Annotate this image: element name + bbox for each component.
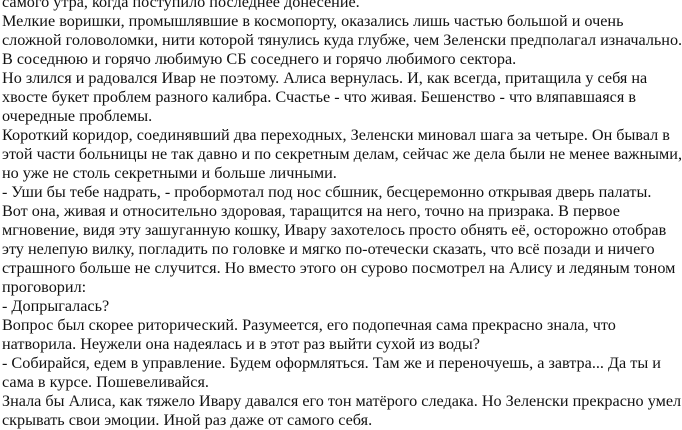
text-line: сама в курсе. Пошевеливайся.: [2, 373, 209, 391]
text-line: самого утра, когда поступило последнее донесение.: [2, 0, 360, 11]
text-line: - Уши бы тебе надрать, - пробормотал под нос сбшник, бесцеремонно открывая дверь палаты.: [2, 183, 652, 201]
text-line: очередные проблемы.: [2, 107, 153, 125]
text-line: В соседнюю и горячо любимую СБ соседнего и горячо любимого сектора.: [2, 50, 517, 68]
text-line: хвосте букет проблем разного калибра. Счастье - что живая. Бешенство - что вляпавшаяся в: [2, 88, 636, 106]
text-line: - Собирайся, едем в управление. Будем оформляться. Там же и переночуешь, а завтра... Да ты и: [2, 354, 661, 372]
text-line: страшного больше не случится. Но вместо этого он сурово посмотрел на Алису и ледяным тоном: [2, 259, 676, 277]
text-line: мгновение, видя эту зашуганную кошку, Ивару захотелось просто обнять её, осторожно отобрав: [2, 221, 667, 239]
text-line: - Допрыгалась?: [2, 297, 110, 315]
text-line: Короткий коридор, соединявший два переходных, Зеленски миновал шага за четыре. Он бывал в: [2, 126, 670, 144]
text-line: проговорил:: [2, 278, 87, 296]
text-line: Вот она, живая и относительно здоровая, таращится на него, точно на призрака. В первое: [2, 202, 620, 220]
text-line: эту нелепую вилку, погладить по головке и мягко по-отечески сказать, что всё позади и ничего: [2, 240, 655, 258]
text-line: сложной головоломки, нити которой тянулись куда глубже, чем Зеленски предполагал изначально.: [2, 31, 682, 49]
text-line: этой части больницы не так давно и по секретным делам, сейчас же дела были не менее важными,: [2, 145, 682, 163]
text-line: Знала бы Алиса, как тяжело Ивару давался его тон матёрого следака. Но Зеленски прекрасно умел: [2, 392, 682, 410]
text-line: но уже не столь секретными и больше личными.: [2, 164, 337, 182]
text-line: натворила. Неужели она надеялась и в этот раз выйти сухой из воды?: [2, 335, 480, 353]
text-line: Мелкие воришки, промышлявшие в космопорту, оказались лишь частью большой и очень: [2, 12, 624, 30]
text-line: Но злился и радовался Ивар не поэтому. Алиса вернулась. И, как всегда, притащила у себя на: [2, 69, 648, 87]
text-line: Вопрос был скорее риторический. Разумеется, его подопечная сама прекрасно знала, что: [2, 316, 616, 334]
text-line: скрывать свои эмоции. Иной раз даже от самого себя.: [2, 411, 373, 429]
